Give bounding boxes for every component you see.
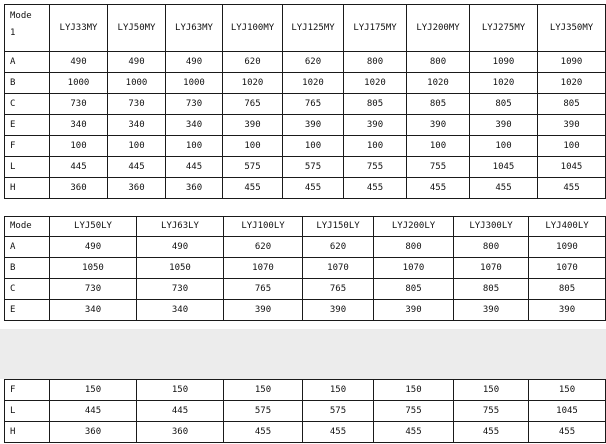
table-row xyxy=(5,237,606,258)
table-cell: 340 xyxy=(108,115,166,136)
table-cell: 490 xyxy=(50,237,137,258)
table-cell: 765 xyxy=(224,279,303,300)
table-row xyxy=(5,52,606,73)
table-cell: 1050 xyxy=(50,258,137,279)
spec-table-ly-continued xyxy=(4,379,606,443)
table-cell: 455 xyxy=(470,178,538,199)
table-cell: 575 xyxy=(283,157,344,178)
table-cell: 455 xyxy=(538,178,606,199)
table-cell: 620 xyxy=(224,237,303,258)
table-cell: 805 xyxy=(374,279,454,300)
mode-header-cell: Mode xyxy=(5,217,50,237)
column-header: LYJ100LY xyxy=(224,217,303,237)
table-cell: 455 xyxy=(407,178,470,199)
table-row xyxy=(5,422,606,443)
row-label: H xyxy=(5,422,50,443)
table-cell: 730 xyxy=(108,94,166,115)
table-cell: 390 xyxy=(223,115,283,136)
column-header: LYJ200LY xyxy=(374,217,454,237)
table-cell: 455 xyxy=(529,422,606,443)
table-cell: 800 xyxy=(344,52,407,73)
table-cell: 150 xyxy=(303,380,374,401)
table-cell: 100 xyxy=(50,136,108,157)
table-cell: 455 xyxy=(223,178,283,199)
table-cell: 575 xyxy=(303,401,374,422)
table-cell: 755 xyxy=(344,157,407,178)
table-row xyxy=(5,258,606,279)
column-header: LYJ400LY xyxy=(529,217,606,237)
table-cell: 1020 xyxy=(223,73,283,94)
column-header: LYJ125MY xyxy=(283,5,344,52)
table-cell: 1000 xyxy=(108,73,166,94)
table-cell: 1020 xyxy=(344,73,407,94)
table-row xyxy=(5,300,606,321)
table-cell: 390 xyxy=(529,300,606,321)
table-cell: 150 xyxy=(529,380,606,401)
column-header: LYJ33MY xyxy=(50,5,108,52)
row-label: A xyxy=(5,52,50,73)
table-cell: 340 xyxy=(50,115,108,136)
row-label: E xyxy=(5,115,50,136)
table-cell: 360 xyxy=(50,422,137,443)
table-cell: 575 xyxy=(224,401,303,422)
row-label: B xyxy=(5,73,50,94)
table-cell: 805 xyxy=(538,94,606,115)
row-label: F xyxy=(5,380,50,401)
table-cell: 765 xyxy=(283,94,344,115)
spec-table-ly xyxy=(4,216,606,321)
table-cell: 755 xyxy=(374,401,454,422)
table-cell: 340 xyxy=(166,115,223,136)
table-cell: 730 xyxy=(166,94,223,115)
table-cell: 390 xyxy=(303,300,374,321)
table-cell: 390 xyxy=(283,115,344,136)
table-cell: 1050 xyxy=(137,258,224,279)
mode-header-label: Mode xyxy=(10,11,32,21)
table-cell: 100 xyxy=(108,136,166,157)
table-cell: 445 xyxy=(108,157,166,178)
table-cell: 1090 xyxy=(529,237,606,258)
table-cell: 100 xyxy=(344,136,407,157)
table-cell: 490 xyxy=(166,52,223,73)
column-header: LYJ275MY xyxy=(470,5,538,52)
spec-table-my xyxy=(4,4,606,199)
table-row xyxy=(5,136,606,157)
table-cell: 360 xyxy=(137,422,224,443)
table-cell: 390 xyxy=(224,300,303,321)
table-cell: 445 xyxy=(50,157,108,178)
table-header-row xyxy=(5,217,606,237)
table-cell: 1070 xyxy=(224,258,303,279)
table-cell: 575 xyxy=(223,157,283,178)
table-cell: 1090 xyxy=(470,52,538,73)
table-cell: 730 xyxy=(50,279,137,300)
table-cell: 455 xyxy=(283,178,344,199)
table-cell: 1045 xyxy=(538,157,606,178)
table-cell: 620 xyxy=(303,237,374,258)
table-cell: 390 xyxy=(407,115,470,136)
column-header: LYJ50LY xyxy=(50,217,137,237)
table-cell: 390 xyxy=(344,115,407,136)
row-label: F xyxy=(5,136,50,157)
row-label: B xyxy=(5,258,50,279)
table-cell: 805 xyxy=(407,94,470,115)
table-cell: 800 xyxy=(374,237,454,258)
table-cell: 150 xyxy=(454,380,529,401)
table-cell: 340 xyxy=(137,300,224,321)
table-cell: 1045 xyxy=(470,157,538,178)
row-label: L xyxy=(5,401,50,422)
table-cell: 360 xyxy=(108,178,166,199)
table-cell: 490 xyxy=(137,237,224,258)
table-cell: 755 xyxy=(454,401,529,422)
table-row xyxy=(5,94,606,115)
table-cell: 100 xyxy=(223,136,283,157)
table-row xyxy=(5,279,606,300)
table-cell: 455 xyxy=(303,422,374,443)
table-cell: 800 xyxy=(454,237,529,258)
table-cell: 1000 xyxy=(166,73,223,94)
table-cell: 755 xyxy=(407,157,470,178)
mode-header-cell xyxy=(5,5,50,52)
page-break-band xyxy=(0,329,606,379)
table-cell: 620 xyxy=(283,52,344,73)
table-cell: 805 xyxy=(344,94,407,115)
table-cell: 340 xyxy=(50,300,137,321)
table-cell: 150 xyxy=(224,380,303,401)
table-cell: 360 xyxy=(50,178,108,199)
table-cell: 455 xyxy=(454,422,529,443)
table-cell: 1090 xyxy=(538,52,606,73)
row-label: L xyxy=(5,157,50,178)
table-cell: 390 xyxy=(454,300,529,321)
table-cell: 490 xyxy=(50,52,108,73)
mode-header-index: 1 xyxy=(10,28,16,38)
table-cell: 455 xyxy=(224,422,303,443)
table-cell: 455 xyxy=(344,178,407,199)
table-cell: 1070 xyxy=(374,258,454,279)
table-cell: 100 xyxy=(470,136,538,157)
table-cell: 805 xyxy=(529,279,606,300)
table-cell: 390 xyxy=(538,115,606,136)
table-row xyxy=(5,380,606,401)
table-cell: 100 xyxy=(166,136,223,157)
table-cell: 100 xyxy=(283,136,344,157)
table-cell: 150 xyxy=(50,380,137,401)
table-cell: 150 xyxy=(374,380,454,401)
table-cell: 1020 xyxy=(538,73,606,94)
row-label: A xyxy=(5,237,50,258)
column-header: LYJ50MY xyxy=(108,5,166,52)
table-cell: 1070 xyxy=(303,258,374,279)
table-cell: 390 xyxy=(470,115,538,136)
table-cell: 390 xyxy=(374,300,454,321)
table-cell: 100 xyxy=(538,136,606,157)
table-cell: 1000 xyxy=(50,73,108,94)
table-cell: 805 xyxy=(470,94,538,115)
row-label: C xyxy=(5,279,50,300)
table-cell: 360 xyxy=(166,178,223,199)
column-header: LYJ150LY xyxy=(303,217,374,237)
table-row xyxy=(5,115,606,136)
table-row xyxy=(5,73,606,94)
table-cell: 150 xyxy=(137,380,224,401)
table-cell: 765 xyxy=(303,279,374,300)
table-cell: 1070 xyxy=(454,258,529,279)
table-cell: 1020 xyxy=(407,73,470,94)
table-cell: 445 xyxy=(137,401,224,422)
table-cell: 455 xyxy=(374,422,454,443)
table-cell: 805 xyxy=(454,279,529,300)
table-header-row xyxy=(5,5,606,52)
table-cell: 1045 xyxy=(529,401,606,422)
table-cell: 100 xyxy=(407,136,470,157)
table-cell: 490 xyxy=(108,52,166,73)
table-cell: 620 xyxy=(223,52,283,73)
table-cell: 445 xyxy=(50,401,137,422)
row-label: E xyxy=(5,300,50,321)
row-label: C xyxy=(5,94,50,115)
column-header: LYJ100MY xyxy=(223,5,283,52)
table-cell: 445 xyxy=(166,157,223,178)
column-header: LYJ350MY xyxy=(538,5,606,52)
table-cell: 765 xyxy=(223,94,283,115)
table-cell: 730 xyxy=(50,94,108,115)
table-row xyxy=(5,401,606,422)
column-header: LYJ200MY xyxy=(407,5,470,52)
column-header: LYJ63LY xyxy=(137,217,224,237)
table-cell: 1070 xyxy=(529,258,606,279)
column-header: LYJ175MY xyxy=(344,5,407,52)
table-row xyxy=(5,157,606,178)
table-cell: 1020 xyxy=(283,73,344,94)
column-header: LYJ300LY xyxy=(454,217,529,237)
column-header: LYJ63MY xyxy=(166,5,223,52)
table-cell: 730 xyxy=(137,279,224,300)
table-row xyxy=(5,178,606,199)
table-cell: 800 xyxy=(407,52,470,73)
row-label: H xyxy=(5,178,50,199)
table-cell: 1020 xyxy=(470,73,538,94)
